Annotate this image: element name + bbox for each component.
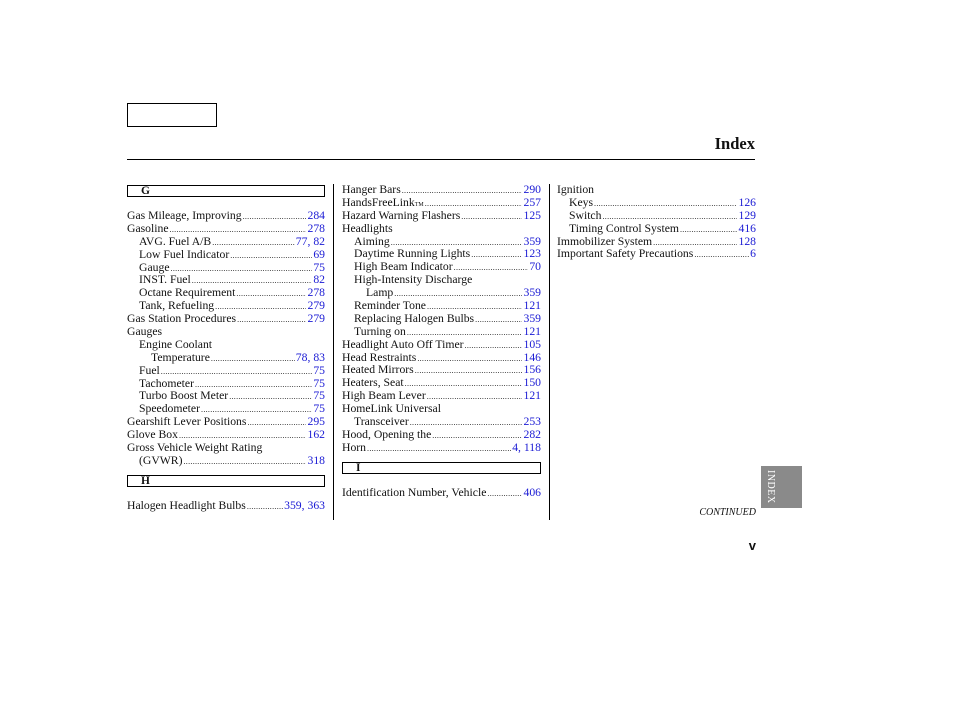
page-ref-link[interactable]: 284: [307, 209, 325, 222]
page-ref-link[interactable]: 75: [313, 376, 325, 390]
page-ref-link[interactable]: 126: [738, 195, 756, 209]
spacer: [127, 487, 325, 500]
index-entry: (GVWR) ..... 318: [127, 455, 325, 468]
index-entry: Horn ..... 4, 118: [342, 442, 541, 455]
page-title: Index: [714, 134, 755, 153]
page-ref-link[interactable]: 359, 363: [284, 498, 325, 512]
index-column-1: [127, 184, 325, 513]
index-entry: Headlight Auto Off Timer ..... 105: [342, 339, 541, 352]
index-entry: Fuel ..... 75: [127, 365, 325, 378]
page-ref-link[interactable]: 82: [313, 273, 325, 287]
column-divider-2: [549, 184, 550, 520]
index-entry: Reminder Tone ..... 121: [342, 300, 541, 313]
index-entry: Transceiver ..... 253: [342, 416, 541, 429]
index-heading: High-Intensity Discharge: [354, 273, 473, 287]
index-entry: Hood, Opening the ..... 282: [342, 429, 541, 442]
index-column-3: [557, 184, 756, 261]
index-heading: Gauges: [127, 325, 163, 339]
index-entry: Head Restraints ..... 146: [342, 352, 541, 365]
page-ref-link[interactable]: 295: [307, 415, 325, 429]
page-ref-link[interactable]: 318: [307, 453, 325, 467]
page-ref-link[interactable]: 279: [307, 299, 325, 313]
index-entry: Important Safety Precautions ..... 6: [557, 248, 756, 261]
index-entry: Keys ..... 126: [557, 197, 756, 210]
index-heading: HomeLink Universal: [342, 402, 441, 416]
page-ref-link[interactable]: 257: [523, 195, 541, 209]
index-entry: Hazard Warning Flashers ..... 125: [342, 210, 541, 223]
page-ref-link[interactable]: 125: [523, 208, 541, 222]
page-ref-link[interactable]: 75: [313, 389, 325, 403]
section-header-i: I: [342, 462, 541, 474]
page-ref-link[interactable]: 105: [523, 337, 541, 351]
column-divider-1: [333, 184, 334, 520]
index-entry: Heated Mirrors ..... 156: [342, 364, 541, 377]
page-ref-link[interactable]: 162: [307, 428, 325, 442]
index-side-tab-label: INDEX: [765, 470, 776, 504]
page-ref-link[interactable]: 359: [523, 311, 541, 325]
index-entry: Gauge ..... 75: [127, 262, 325, 275]
spacer: [342, 474, 541, 487]
page-ref-link[interactable]: 128: [738, 234, 756, 248]
index-entry: Glove Box ..... 162: [127, 429, 325, 442]
index-entry: Tachometer ..... 75: [127, 378, 325, 391]
index-entry: High Beam Indicator ..... 70: [342, 261, 541, 274]
index-entry: Identification Number, Vehicle ..... 406: [342, 487, 541, 500]
page-ref-link[interactable]: 150: [523, 376, 541, 390]
page-ref-link[interactable]: 70: [529, 260, 541, 274]
page-ref-link[interactable]: 75: [313, 260, 325, 274]
trademark-symbol: TM: [414, 201, 424, 208]
index-entry: Halogen Headlight Bulbs ..... 359, 363: [127, 500, 325, 513]
page-ref-link[interactable]: 279: [307, 312, 325, 326]
page-ref-link[interactable]: 123: [523, 247, 541, 261]
title-rule: [127, 159, 755, 160]
page-ref-link[interactable]: 282: [523, 427, 541, 441]
section-header-h: H: [127, 475, 325, 487]
page-ref-link[interactable]: 6: [750, 247, 756, 261]
page-ref-link[interactable]: 75: [313, 363, 325, 377]
index-entry: High Beam Lever ..... 121: [342, 390, 541, 403]
page-ref-link[interactable]: 253: [523, 415, 541, 429]
index-entry: Low Fuel Indicator ..... 69: [127, 249, 325, 262]
page-ref-link[interactable]: 121: [523, 299, 541, 313]
index-entry: Switch ..... 129: [557, 210, 756, 223]
page-ref-link[interactable]: 359: [523, 286, 541, 300]
page-ref-link[interactable]: 77, 82: [295, 234, 325, 248]
page-ref-link[interactable]: 406: [523, 485, 541, 499]
header-blank-box: [127, 103, 217, 127]
page-ref-link[interactable]: 278: [307, 221, 325, 235]
continued-note: CONTINUED: [699, 507, 756, 518]
page-ref-link[interactable]: 359: [523, 234, 541, 248]
page-ref-link[interactable]: 4, 118: [512, 440, 541, 454]
index-entry: Gasoline ..... 278: [127, 223, 325, 236]
page-ref-link[interactable]: 416: [738, 221, 756, 235]
index-entry: Lamp ..... 359: [342, 287, 541, 300]
page-ref-link[interactable]: 129: [738, 208, 756, 222]
index-heading: Ignition: [557, 183, 595, 196]
page-ref-link[interactable]: 156: [523, 363, 541, 377]
page-ref-link[interactable]: 121: [523, 324, 541, 338]
index-heading: Engine Coolant: [139, 337, 213, 351]
index-heading: Gross Vehicle Weight Rating: [127, 441, 263, 455]
index-entry: Daytime Running Lights ..... 123: [342, 248, 541, 261]
section-header-g: G: [127, 185, 325, 197]
index-entry: Hanger Bars ..... 290: [342, 184, 541, 197]
index-column-2: [342, 184, 541, 500]
page-ref-link[interactable]: 146: [523, 350, 541, 364]
index-entry: Replacing Halogen Bulbs ..... 359: [342, 313, 541, 326]
index-entry: AVG. Fuel A/B ..... 77, 82: [127, 236, 325, 249]
index-entry: Gas Mileage, Improving ..... 284: [127, 210, 325, 223]
page-ref-link[interactable]: 75: [313, 402, 325, 416]
index-entry: Octane Requirement ..... 278: [127, 287, 325, 300]
index-entry: Turbo Boost Meter ..... 75: [127, 390, 325, 403]
index-entry: Temperature ..... 78, 83: [127, 352, 325, 365]
page-number: v: [748, 538, 756, 553]
index-entry: Tank, Refueling ..... 279: [127, 300, 325, 313]
page-ref-link[interactable]: 121: [523, 389, 541, 403]
index-entry: Gas Station Procedures ..... 279: [127, 313, 325, 326]
page-ref-link[interactable]: 78, 83: [295, 350, 325, 364]
index-heading: Headlights: [342, 221, 393, 235]
index-entry: Heaters, Seat ..... 150: [342, 377, 541, 390]
index-entry: Gearshift Lever Positions ..... 295: [127, 416, 325, 429]
index-side-tab[interactable]: [761, 466, 802, 508]
index-entry: INST. Fuel ..... 82: [127, 274, 325, 287]
index-entry: Aiming ..... 359: [342, 236, 541, 249]
index-entry: HandsFreeLink™ ..... 257: [342, 197, 541, 210]
index-entry: Timing Control System ..... 416: [557, 223, 756, 236]
index-entry: Immobilizer System ..... 128: [557, 236, 756, 249]
index-entry: Speedometer ..... 75: [127, 403, 325, 416]
page-ref-link[interactable]: 290: [523, 183, 541, 196]
page-ref-link[interactable]: 69: [313, 247, 325, 261]
page-ref-link[interactable]: 278: [307, 286, 325, 300]
index-entry: Turning on ..... 121: [342, 326, 541, 339]
